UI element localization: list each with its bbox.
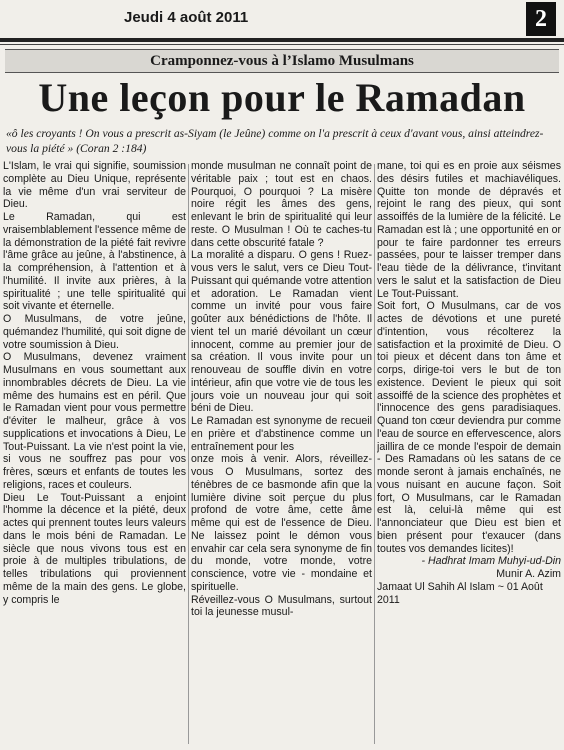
paragraph: Dieu Le Tout-Puissant a enjoint l'homme la décence et la piété, deux actes qui prennent toutes leurs valeurs dans le mois béni de Ramadan. Le siècle que nous vivons tous est en proie à de multiples tribulations, de telles tribulations qui proviennent même de la main des gens. Le globe, y compris le: [3, 491, 186, 606]
paragraph: La moralité a disparu. O gens ! Ruez-vous vers le salut, vers ce Dieu Tout-Puissant qui quémande votre attention et adoration. Le Ramadan vient comme un invité pour vous faire goûter aux bénédictions de l'hôte. Il vient tel un marié dévoilant un cœur innocent, comme au premier jour de sa création. Il vous invite pour un renouveau de souffle divin en votre intérieur, afin que votre vie de tous les jours voie un nouveau jour qui soit béni de Dieu.: [191, 249, 372, 415]
header-rule-thin: [0, 44, 564, 45]
article-body: [3, 160, 561, 746]
author-source: Jamaat Ul Sahih Al Islam ~ 01 Août 2011: [377, 580, 543, 606]
paragraph: Réveillez-vous O Musulmans, surtout toi la jeunesse musul-: [191, 593, 372, 619]
article-lede-quote: «ô les croyants ! On vous a prescrit as-Siyam (le Jeûne) comme on l'a prescrit à ceux d'avant vous, ainsi atteindrez-vous la piété » (Coran 2 :184): [6, 127, 544, 155]
article-headline: Une leçon pour le Ramadan: [38, 75, 526, 120]
article-column-1: [3, 160, 186, 746]
paragraph: Soit fort, O Musulmans, car de vos actes de dévotions et une pureté d'intention, vous récolterez la satisfaction et la proximité de Dieu. O toi pieux et décent dans ton âme et corps, dirige-toi vers le but de ton existence. Devient le pieux qui soit assoiffé de la science des prophètes et l'innocence des gens paradisiaques. Quand ton cœur deviendra pur comme l'eau de source en effervescence, alors jaillira de ce monde l'espoir de demain - Des Ramadans où les satans de ce monde seront à jamais enchaînés, ne vous nuisant en aucune façon. Soit fort, O Musulmans, car le Ramadan est là, celui-là même qui est l'annonciateur que Dieu est bien et bien présent pour t'exaucer (dans toutes vos demandes licites)!: [377, 300, 561, 555]
paragraph: mane, toi qui es en proie aux séismes des désirs futiles et machiavéliques. Quitte ton monde de dépravés et rejoint le rang des pieux, qui sont assoiffés de la lumière de la félicité. Le Ramadan est là ; une opportunité en or pour te faire pardonner tes erreurs passées, pour te laisser tremper dans l'eau tiède de la délivrance, t'invitant vers le salut et la satisfaction de Dieu Le Tout-Puissant.: [377, 160, 561, 300]
paragraph: Le Ramadan est synonyme de recueil en prière et d'abstinence comme un entraînement pour les: [191, 415, 372, 453]
section-rubric: Cramponnez-vous à l’Islamo Musulmans: [5, 49, 559, 73]
paragraph: Le Ramadan, qui est vraisemblablement l'essence même de la démonstration de la piété fait revivre l'âme grâce au jeûne, à l'abstinence, à la compréhension, à l'attention et à l'humilité. Il invite aux prières, à la spiritualité ; une telle spiritualité qui soit vivante et éternelle.: [3, 211, 186, 313]
issue-date: Jeudi 4 août 2011: [124, 9, 249, 26]
header-rule: [0, 38, 564, 42]
paragraph: onze mois à venir. Alors, réveillez-vous O Musulmans, sortez des ténèbres de ce basmonde afin que la lumière divine soit perçue du plus profond de votre âme, cette âme même qui est de l'essence de Dieu. Ne laissez point le démon vous envahir car cela sera synonyme de fin du monde, votre monde, votre conscience, votre vie - mondaine et spirituelle.: [191, 453, 372, 593]
column-divider: [188, 164, 189, 744]
column-divider: [374, 164, 375, 744]
article-column-3: [377, 160, 561, 746]
author-signature: - Hadhrat Imam Muhyi-ud-Din: [421, 555, 561, 568]
paragraph: monde musulman ne connaît point de véritable paix ; tout est en chaos. Pourquoi, O pourquoi ? La misère noire régit les âmes des gens, enlevant le brin de spiritualité qui leur reste. O Musulman ! Où te caches-tu dans cette obscurité fatale ?: [191, 160, 372, 249]
page-number: 2: [526, 2, 556, 36]
article-column-2: [191, 160, 372, 746]
author-name: Munir A. Azim: [496, 568, 561, 580]
page-header: [0, 0, 564, 40]
paragraph: O Musulmans, de votre jeûne, quémandez l'humilité, qui soit digne de votre soumission à Dieu.: [3, 313, 186, 351]
paragraph: O Musulmans, devenez vraiment Musulmans en vous soumettant aux innombrables décrets de Dieu. La vie même des humains est en péril. Que le Ramadan vient pour vous permettre d'éviter le malheur, grâce à vos supplications et invocations à Dieu, Le Tout-Puissant. La vie n'est point la vie, si vous ne souffrez pas pour vos frères, sœurs et enfants de toutes les religions, races et couleurs.: [3, 351, 186, 491]
paragraph: L'Islam, le vrai qui signifie, soumission complète au Dieu Unique, représente la vie même d'un vrai serviteur de Dieu.: [3, 160, 186, 211]
